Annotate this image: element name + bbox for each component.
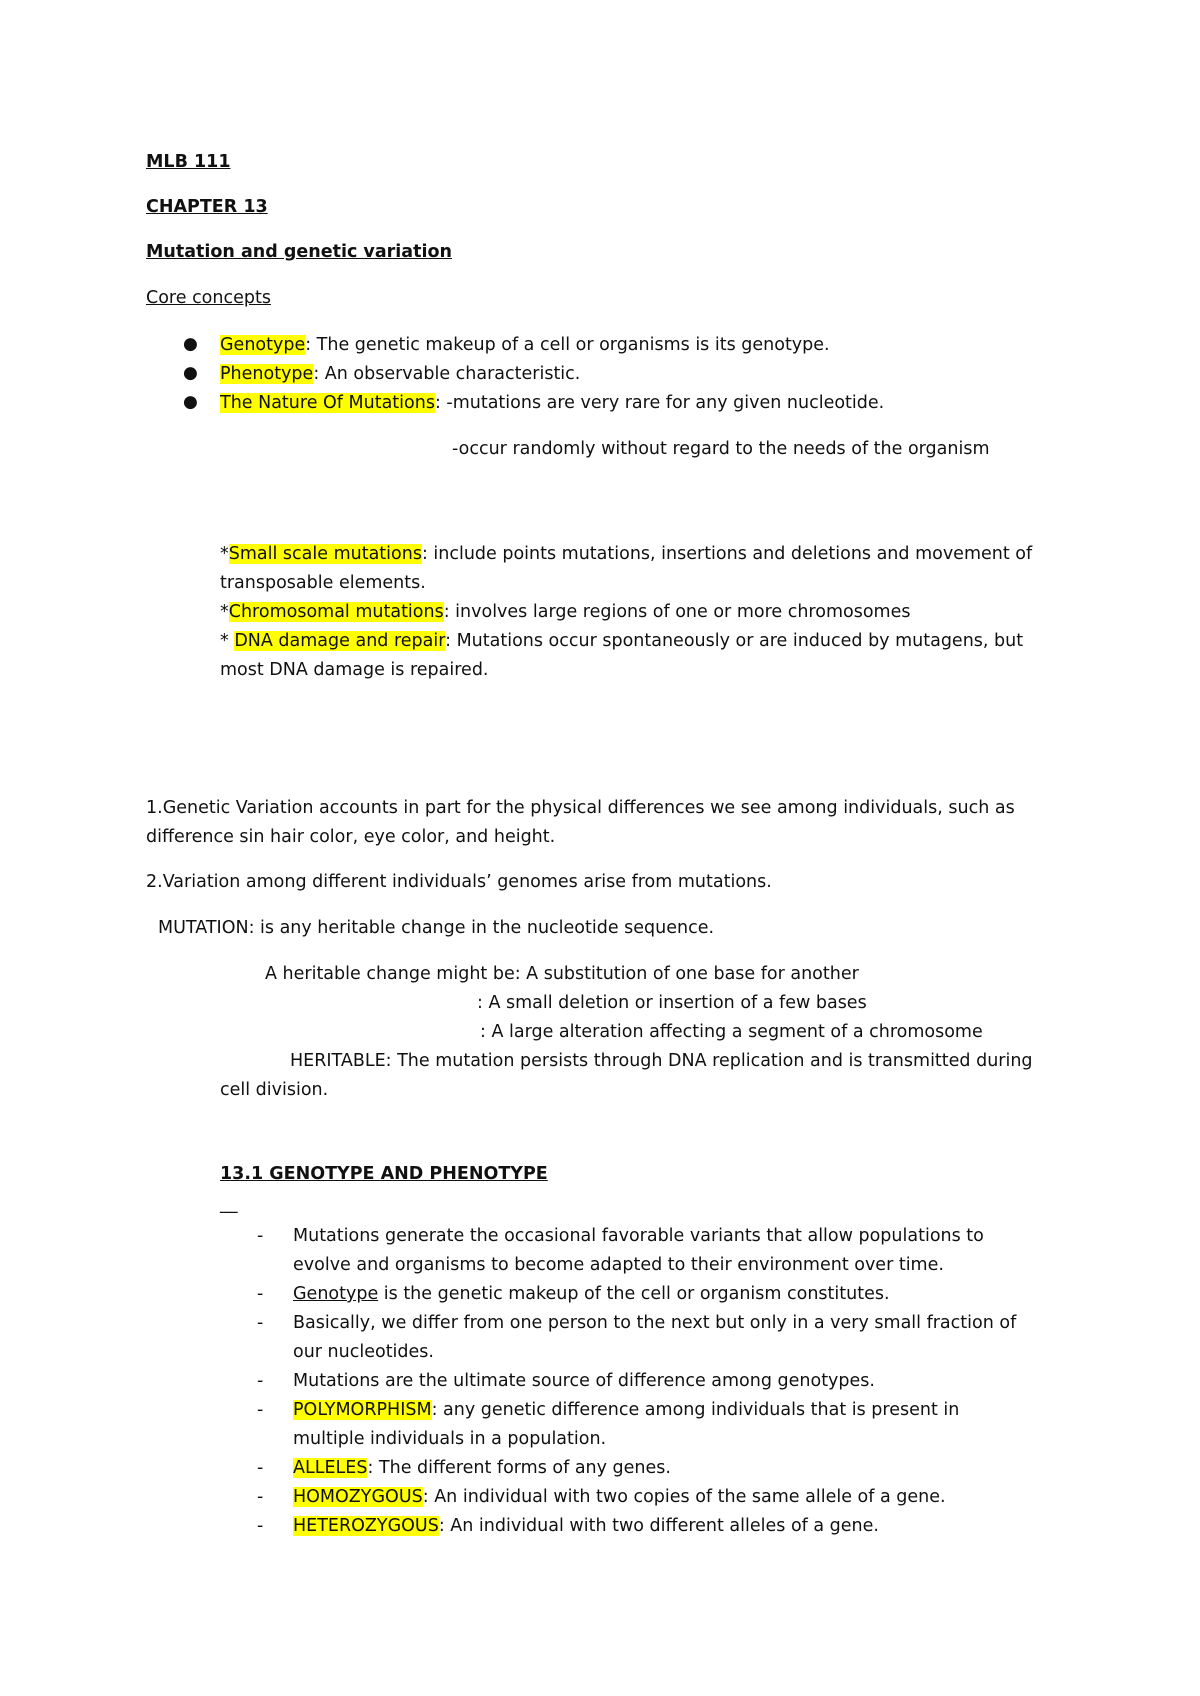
dash-marker: - xyxy=(257,1516,264,1536)
section-rule: __ xyxy=(220,1194,238,1214)
item-alleles xyxy=(293,1456,671,1480)
bullet-genotype xyxy=(220,333,830,357)
nature-definition: : -mutations are very rare for any given nucleotide. xyxy=(434,393,885,413)
star-marker: * xyxy=(220,544,229,564)
bullet-nature-of-mutations xyxy=(220,391,884,415)
item-3-line-1: Basically, we differ from one person to the next but only in a very small fraction of xyxy=(293,1313,1017,1333)
heritable-change-line-2: : A small deletion or insertion of a few bases xyxy=(477,993,867,1013)
small-scale-continuation: transposable elements. xyxy=(220,573,426,593)
heritable-change-line-1: A heritable change might be: A substitution of one base for another xyxy=(265,964,859,984)
dna-damage-continuation: most DNA damage is repaired. xyxy=(220,660,489,680)
polymorphism-text: : any genetic difference among individuals that is present in xyxy=(431,1400,960,1420)
course-code: MLB 111 xyxy=(146,152,231,172)
item-1-line-1: Mutations generate the occasional favorable variants that allow populations to xyxy=(293,1226,984,1246)
chapter-heading: CHAPTER 13 xyxy=(146,197,268,217)
item-polymorphism xyxy=(293,1398,959,1422)
dash-marker: - xyxy=(257,1284,264,1304)
small-scale-mutations xyxy=(220,542,1032,566)
bullet-phenotype xyxy=(220,362,580,386)
dash-marker: - xyxy=(257,1487,264,1507)
chapter-title: Mutation and genetic variation xyxy=(146,242,452,262)
paragraph-1-line-1: 1.Genetic Variation accounts in part for the physical differences we see among individuals, such as xyxy=(146,798,1015,818)
phenotype-definition: : An observable characteristic. xyxy=(313,364,581,384)
alleles-text: : The different forms of any genes. xyxy=(367,1458,671,1478)
bullet-icon: ● xyxy=(183,363,198,383)
heterozygous-text: : An individual with two different alleles of a gene. xyxy=(438,1516,879,1536)
dash-marker: - xyxy=(257,1226,264,1246)
term-alleles: ALLELES xyxy=(293,1458,368,1478)
heritable-definition-line-2: cell division. xyxy=(220,1080,329,1100)
dash-marker: - xyxy=(257,1400,264,1420)
term-small-scale: Small scale mutations xyxy=(228,544,422,564)
term-nature-of-mutations: The Nature Of Mutations xyxy=(220,393,435,413)
paragraph-2: 2.Variation among different individuals’ genomes arise from mutations. xyxy=(146,872,772,892)
dna-damage-repair xyxy=(220,629,1023,653)
section-13-1-heading: 13.1 GENOTYPE AND PHENOTYPE xyxy=(220,1164,548,1184)
star-marker: * xyxy=(220,602,229,622)
dna-damage-text: : Mutations occur spontaneously or are induced by mutagens, but xyxy=(445,631,1024,651)
bullet-icon: ● xyxy=(183,334,198,354)
genotype-definition: : The genetic makeup of a cell or organisms is its genotype. xyxy=(305,335,830,355)
homozygous-text: : An individual with two copies of the same allele of a gene. xyxy=(422,1487,946,1507)
term-genotype-underlined: Genotype xyxy=(293,1284,379,1304)
genotype-text: is the genetic makeup of the cell or organism constitutes. xyxy=(378,1284,890,1304)
term-homozygous: HOMOZYGOUS xyxy=(293,1487,423,1507)
item-3-line-2: our nucleotides. xyxy=(293,1342,434,1362)
chromosomal-mutations xyxy=(220,600,910,624)
core-concepts-heading: Core concepts xyxy=(146,288,271,308)
dash-marker: - xyxy=(257,1313,264,1333)
item-genotype xyxy=(293,1282,890,1306)
item-polymorphism-line-2: multiple individuals in a population. xyxy=(293,1429,607,1449)
star-marker: * xyxy=(220,631,235,651)
term-dna-damage: DNA damage and repair xyxy=(234,631,446,651)
item-1-line-2: evolve and organisms to become adapted to their environment over time. xyxy=(293,1255,944,1275)
nature-line-2: -occur randomly without regard to the needs of the organism xyxy=(452,439,990,459)
heritable-change-line-3: : A large alteration affecting a segment of a chromosome xyxy=(480,1022,983,1042)
item-heterozygous xyxy=(293,1514,879,1538)
term-chromosomal: Chromosomal mutations xyxy=(228,602,444,622)
small-scale-text: : include points mutations, insertions and deletions and movement of xyxy=(421,544,1033,564)
heritable-definition-line-1: HERITABLE: The mutation persists through DNA replication and is transmitted during xyxy=(290,1051,1033,1071)
paragraph-1-line-2: difference sin hair color, eye color, and height. xyxy=(146,827,556,847)
chromosomal-text: : involves large regions of one or more chromosomes xyxy=(443,602,911,622)
term-polymorphism: POLYMORPHISM xyxy=(293,1400,432,1420)
term-phenotype: Phenotype xyxy=(220,364,314,384)
item-homozygous xyxy=(293,1485,946,1509)
mutation-definition: MUTATION: is any heritable change in the nucleotide sequence. xyxy=(158,918,715,938)
item-4: Mutations are the ultimate source of difference among genotypes. xyxy=(293,1371,875,1391)
dash-marker: - xyxy=(257,1371,264,1391)
term-heterozygous: HETEROZYGOUS xyxy=(293,1516,439,1536)
dash-marker: - xyxy=(257,1458,264,1478)
term-genotype: Genotype xyxy=(220,335,306,355)
bullet-icon: ● xyxy=(183,392,198,412)
